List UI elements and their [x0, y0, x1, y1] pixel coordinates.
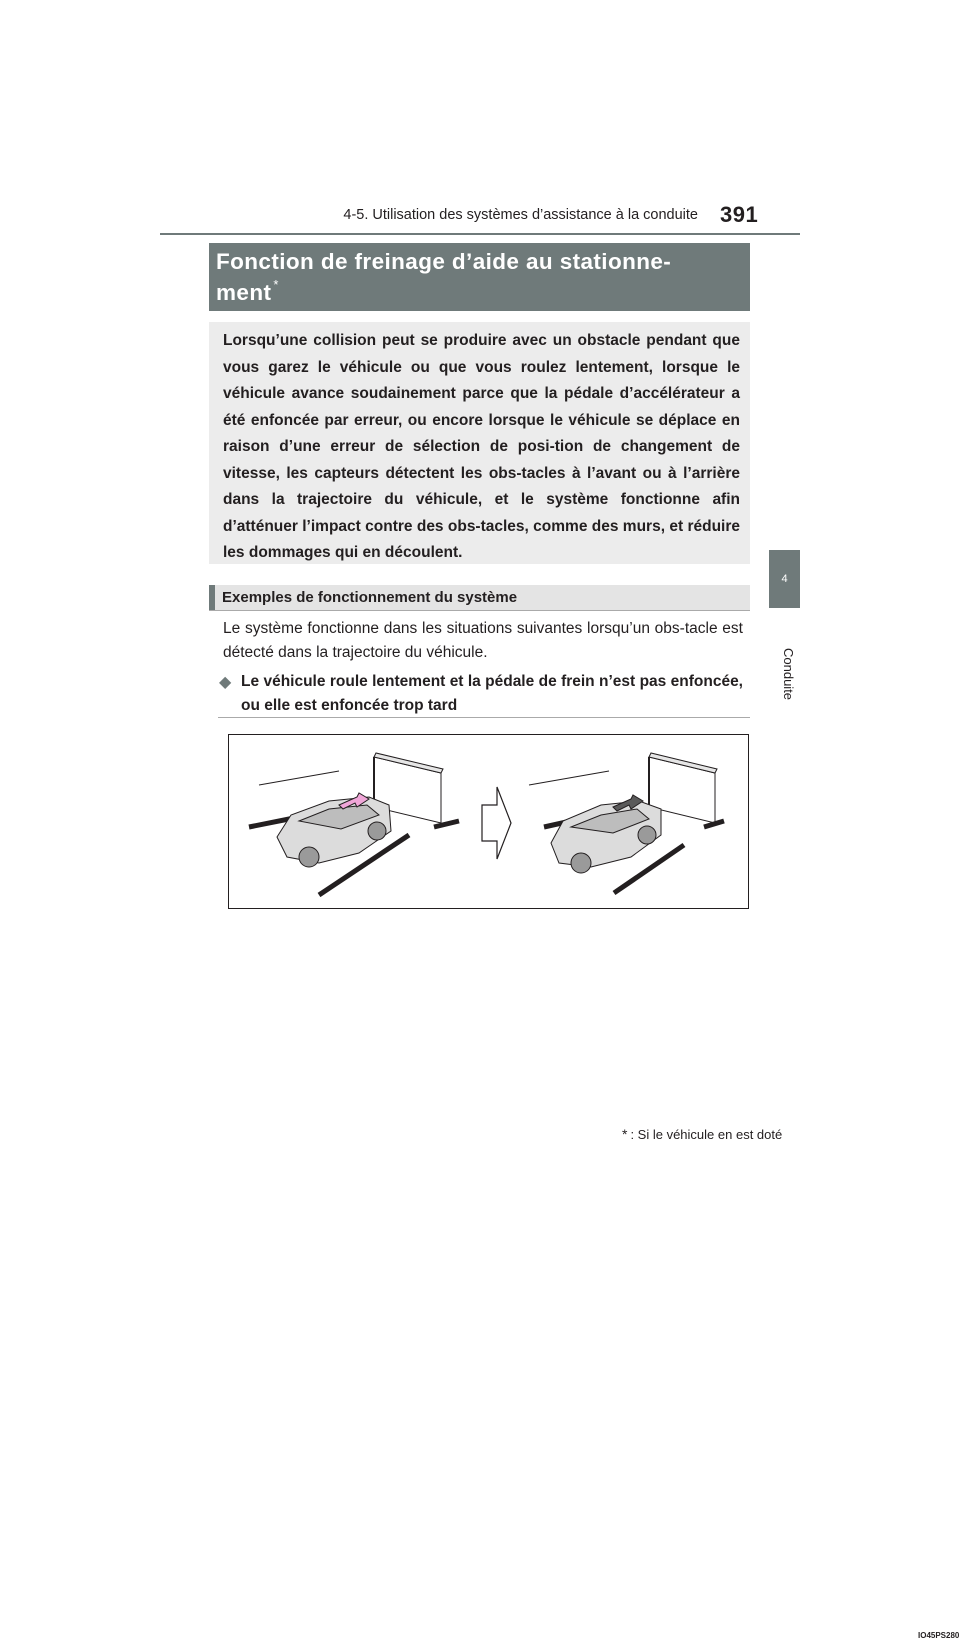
- scene-before: [249, 753, 459, 895]
- intro-text: Lorsqu’une collision peut se produire avec un obstacle pendant que vous garez le véhicule ou que vous roulez lentement, lorsque le véhicule avance soudainement parce que la pédale d’accélérateur a été enfoncée par erreur, ou encore lorsque le véhicule se déplace en raison d’une erreur de sélection de posi-tion de changement de vitesse, les capteurs détectent les obs-tacles à l’avant ou à l’arrière dans la trajectoire du véhicule, et le système fonctionne afin d’atténuer l’impact contre des obs-tacles, comme des murs, et réduire les dommages qui en découlent.: [223, 332, 740, 561]
- scene-after: [529, 753, 724, 893]
- page-title-line2-text: ment: [216, 280, 272, 305]
- subsection-accent-bar: [209, 585, 215, 610]
- diamond-bullet-icon: ◆: [219, 674, 232, 691]
- parking-brake-illustration: [229, 735, 748, 908]
- header-rule: [160, 233, 800, 235]
- bullet-rule: [218, 717, 750, 718]
- asterisk-marker: *: [273, 277, 279, 292]
- footnote: [622, 1126, 783, 1142]
- car-wheel-rear-2: [571, 853, 591, 873]
- subsection-description: Le système fonctionne dans les situations suivantes lorsqu’un obs-tacle est détecté dans la trajectoire du véhicule.: [223, 620, 743, 661]
- asterisk-icon: *: [622, 1126, 628, 1142]
- parking-line-4: [529, 771, 609, 785]
- page-title-line1: Fonction de freinage d’aide au stationne-: [216, 249, 672, 274]
- page-number: 391: [720, 202, 759, 227]
- car-wheel-front-2: [638, 826, 656, 844]
- transition-arrow-icon: [482, 787, 511, 859]
- section-title: 4-5. Utilisation des systèmes d’assistance à la conduite: [343, 207, 698, 223]
- chapter-tab-number: 4: [781, 573, 788, 585]
- wall-base-right: [704, 821, 724, 827]
- chapter-tab-label: Conduite: [781, 648, 796, 701]
- subsection-rule: [209, 610, 750, 611]
- figure-code: IO45PS280: [918, 1631, 960, 1640]
- subsection-title: Exemples de fonctionnement du système: [222, 589, 518, 606]
- car-wheel-front: [368, 822, 386, 840]
- car-wheel-rear: [299, 847, 319, 867]
- page-title-line2: [216, 277, 279, 306]
- footnote-text: : Si le véhicule en est doté: [630, 1127, 783, 1142]
- parking-line-1: [259, 771, 339, 785]
- bullet-heading: Le véhicule roule lentement et la pédale de frein n’est pas enfoncée, ou elle est enfoncée trop tard: [241, 673, 743, 714]
